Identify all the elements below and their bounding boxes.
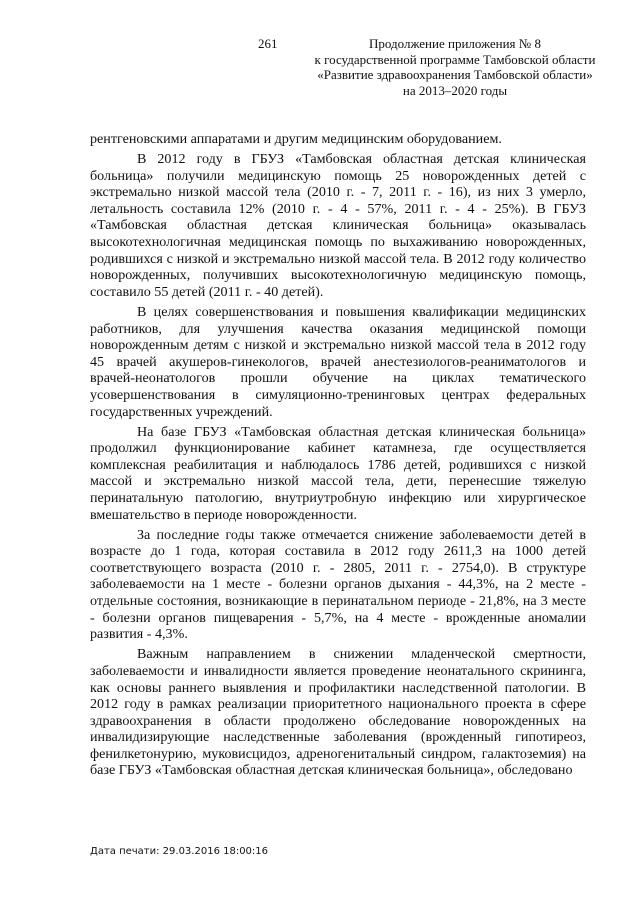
appendix-header-line: «Развитие здравоохранения Тамбовской области» [317, 67, 593, 82]
paragraph: В целях совершенствования и повышения квалификации медицинских работников, для улучшения качества оказания медицинской помощи новорожденным детям с низкой и экстремально низкой массой тела в 2012 году 45 врачей акушеров-гинекологов, врачей анестезиологов-реаниматологов и врачей-неонатологов прошли обучение на циклах тематического усовершенствования в симуляционно-тренинговых центрах федеральных государственных учреждений. [90, 303, 586, 420]
print-date: Дата печати: 29.03.2016 18:00:16 [90, 846, 269, 857]
appendix-header [290, 36, 620, 98]
appendix-header-line: Продолжение приложения № 8 [369, 36, 541, 51]
appendix-header-line: на 2013–2020 годы [402, 82, 508, 98]
appendix-header-line: к государственной программе Тамбовской области [314, 51, 596, 67]
paragraph-continuation: рентгеновскими аппаратами и другим медицинским оборудованием. [90, 131, 502, 147]
paragraph: Важным направлением в снижении младенческой смертности, заболеваемости и инвалидности является проведение неонатального скрининга, как основы раннего выявления и профилактики наследственной патологии. В 2012 году в рамках реализации приоритетного национального проекта в сфере здравоохранения в области продолжено обследование новорожденных на инвалидизирующие наследственные заболевания (врожденный гипотиреоз, фенилкетонурию, муковисцидоз, адреногенитальный синдром, галактоземия) на базе ГБУЗ «Тамбовская областная детская клиническая больница», обследовано [90, 646, 586, 779]
paragraph: На базе ГБУЗ «Тамбовская областная детская клиническая больница» продолжил функционирование кабинет катамнеза, где осуществляется комплексная реабилитация и наблюдалось 1786 детей, родившихся с низкой массой и экстремально низкой массой тела, дети, перенесшие тяжелую перинатальную патологию, внутриутробную инфекцию или хирургическое вмешательство в периоде новорожденности. [90, 423, 586, 523]
page-number: 261 [258, 36, 278, 51]
paragraph: За последние годы также отмечается снижение заболеваемости детей в возрасте до 1 года, которая составила в 2012 году 2611,3 на 1000 детей соответствующего возраста (2010 г. - 2805, 2011 г. - 2754,0). В структуре заболеваемости на 1 месте - болезни органов дыхания - 44,3%, на 2 месте - отдельные состояния, возникающие в перинатальном периоде - 21,8%, на 3 месте - болезни органов пищеварения - 5,7%, на 4 месте - врожденные аномалии развития - 4,3%. [90, 526, 586, 643]
document-body [90, 131, 586, 779]
paragraph: В 2012 году в ГБУЗ «Тамбовская областная детская клиническая больница» получили медицинскую помощь 25 новорожденных детей с экстремально низкой массой тела (2010 г. - 7, 2011 г. - 16), из них 3 умерло, летальность составила 12% (2010 г. - 4 - 57%, 2011 г. - 4 - 25%). В ГБУЗ «Тамбовская областная детская клиническая больница» оказывалась высокотехнологичная медицинская помощь по выхаживанию новорожденных, родившихся с низкой и экстремально низкой массой тела. В 2012 году количество новорожденных, получивших высокотехнологичную медицинскую помощь, составило 55 детей (2011 г. - 40 детей). [90, 151, 586, 300]
